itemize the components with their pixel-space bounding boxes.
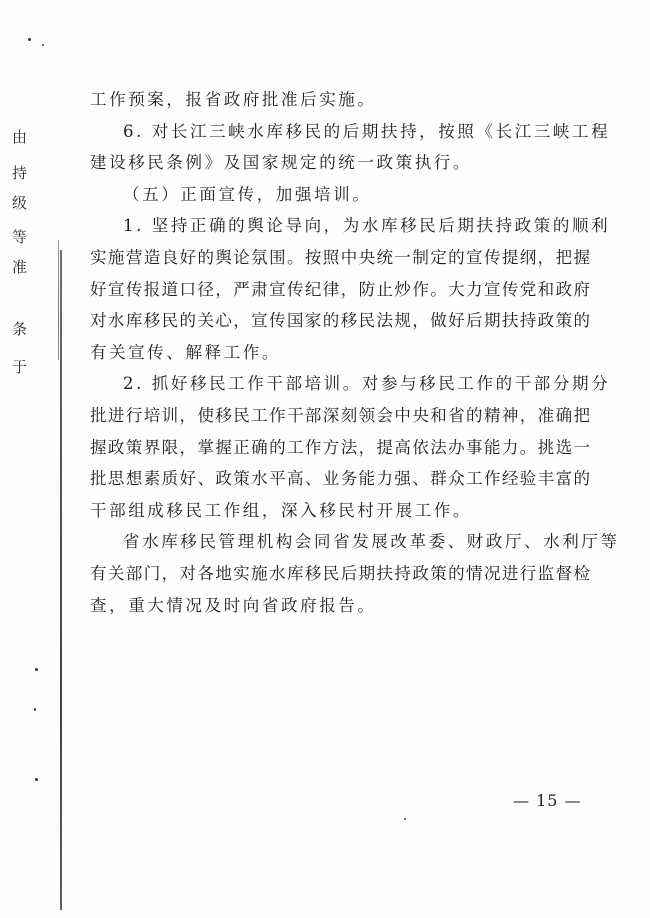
margin-fragment: 准 (12, 258, 28, 276)
binding-edge-upper (58, 240, 59, 360)
text-line: 2. 抓好移民工作干部培训。对参与移民工作的干部分期分 (123, 374, 611, 394)
text-line: 对水库移民的关心，宣传国家的移民法规，做好后期扶持政策的 (90, 311, 590, 331)
text-line: 1. 坚持正确的舆论导向，为水库移民后期扶持政策的顺利 (123, 216, 611, 236)
margin-fragment: 于 (12, 358, 28, 376)
text-line: 批思想素质好、政策水平高、业务能力强、群众工作经验丰富的 (90, 469, 590, 489)
scan-speck (34, 708, 36, 711)
text-line: 批进行培训，使移民工作干部深刻领会中央和省的精神，准确把 (90, 405, 590, 425)
scan-speck (404, 818, 406, 820)
text-line: 好宣传报道口径，严肃宣传纪律，防止炒作。大力宣传党和政府 (90, 279, 590, 299)
margin-fragment: 级 (12, 194, 28, 212)
section-heading: （五）正面宣传，加强培训。 (123, 184, 372, 204)
margin-fragment: 由 (12, 128, 28, 146)
scan-speck (35, 668, 38, 671)
margin-fragment: 条 (12, 320, 28, 338)
paragraph-supervision (90, 526, 620, 621)
text-line: 查，重大情况及时向省政府报告。 (90, 595, 377, 615)
text-line: 握政策界限，掌握正确的工作方法，提高依法办事能力。挑选一 (90, 437, 590, 457)
text-line: 6. 对长江三峡水库移民的后期扶持，按照《长江三峡工程 (123, 121, 611, 141)
margin-fragment: 等 (12, 228, 28, 246)
paragraph-item-2 (90, 368, 611, 526)
binding-edge (60, 250, 62, 910)
margin-fragment: 持 (12, 164, 28, 182)
text-line: 有关部门，对各地实施水库移民后期扶持政策的情况进行监督检 (90, 563, 590, 583)
text-line: 干部组成移民工作组，深入移民村开展工作。 (90, 500, 472, 520)
paragraph-approval (90, 84, 590, 116)
body-text (90, 84, 620, 621)
page-number: — 15 — (513, 791, 582, 810)
text-line: 建设移民条例》及国家规定的统一政策执行。 (90, 153, 472, 173)
scan-speck (28, 38, 31, 41)
section-heading-5 (90, 179, 590, 211)
text-line: 省水库移民管理机构会同省发展改革委、财政厅、水利厅等 (123, 532, 620, 552)
scan-speck (42, 44, 44, 46)
text-line: 实施营造良好的舆论氛围。按照中央统一制定的宣传提纲，把握 (90, 247, 590, 267)
paragraph-item-6 (90, 116, 611, 179)
paragraph-item-1 (90, 210, 611, 368)
text-line: 有关宣传、解释工作。 (90, 342, 281, 362)
scan-speck (35, 778, 38, 781)
text-line: 工作预案，报省政府批准后实施。 (90, 90, 377, 109)
